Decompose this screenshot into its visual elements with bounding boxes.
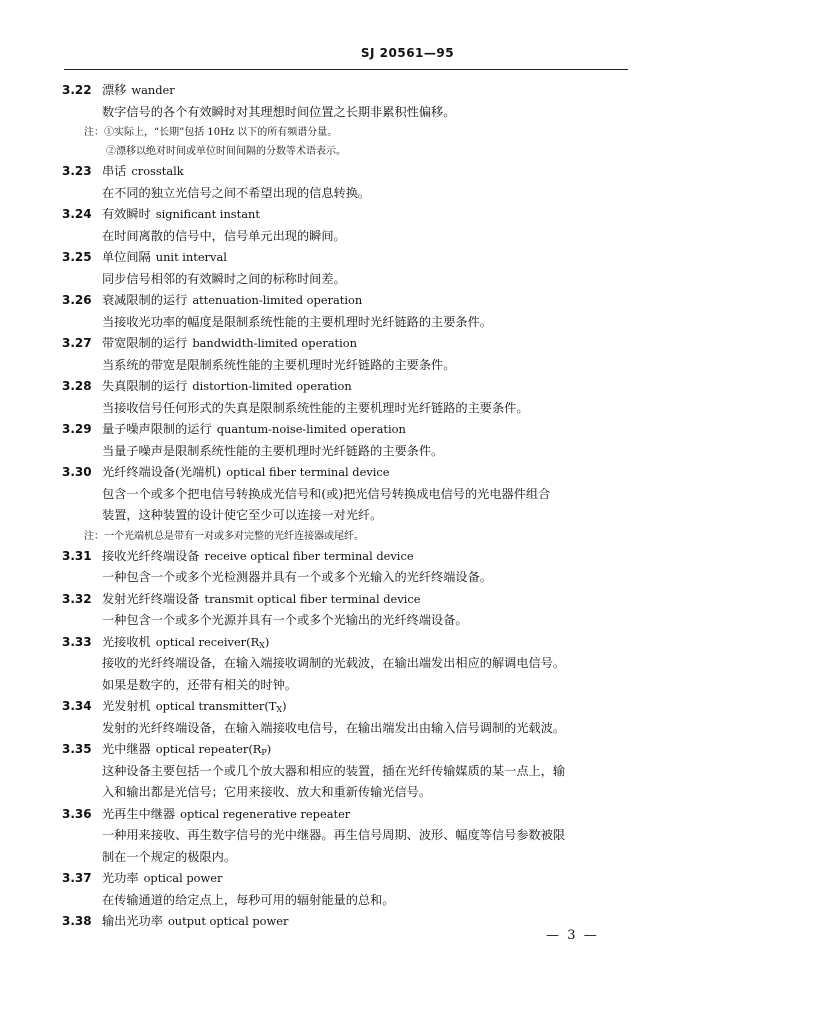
term-number: 3.28 [62, 379, 92, 393]
term-chinese: 光中继器 [102, 742, 151, 756]
term-heading [62, 462, 632, 484]
term-heading [62, 696, 632, 718]
term-definition: 同步信号相邻的有效瞬时之间的标称时间差。 [102, 271, 346, 286]
term-english-text: bandwidth-limited operation [192, 336, 357, 350]
term-number: 3.25 [62, 250, 92, 264]
term-number: 3.30 [62, 465, 92, 479]
term-entry [62, 632, 632, 697]
term-definition: 这种设备主要包括一个或几个放大器和相应的装置，插在光纤传输媒质的某一点上，输 [102, 763, 566, 778]
term-english-text: crosstalk [131, 164, 184, 178]
term-number: 3.32 [62, 591, 92, 606]
term-chinese: 接收光纤终端设备 [102, 548, 200, 563]
term-entry [62, 462, 632, 546]
term-heading [62, 290, 632, 312]
term-english-text: optical regenerative repeater [180, 806, 351, 821]
term-heading [62, 247, 632, 269]
term-number: 3.23 [62, 164, 92, 178]
term-heading [62, 589, 632, 611]
term-chinese: 发射光纤终端设备 [102, 591, 200, 606]
term-heading [62, 546, 632, 568]
standard-number: SJ 20561—95 [360, 46, 455, 60]
term-chinese: 单位间隔 [102, 250, 151, 264]
term-chinese: 光纤终端设备(光端机) [102, 465, 222, 479]
term-number: 3.27 [62, 336, 92, 350]
term-entry [62, 290, 632, 333]
term-english [156, 207, 260, 221]
term-chinese: 串话 [102, 164, 127, 178]
term-english-tail: ) [266, 742, 272, 756]
term-english-text: optical receiver(R [155, 634, 260, 649]
term-number: 3.29 [62, 422, 92, 436]
term-entry [62, 696, 632, 739]
term-heading [62, 419, 632, 441]
term-chinese: 失真限制的运行 [102, 379, 188, 393]
term-english-text: receive optical fiber terminal device [204, 548, 414, 563]
term-english-text: attenuation-limited operation [192, 293, 363, 307]
term-definition: 装置，这种装置的设计使它至少可以连接一对光纤。 [102, 508, 383, 522]
term-english [180, 807, 350, 821]
term-definition: 当系统的带宽是限制系统性能的主要机理时光纤链路的主要条件。 [102, 357, 456, 372]
term-english [131, 164, 183, 178]
term-entry [62, 333, 632, 376]
term-number: 3.31 [62, 548, 92, 563]
term-english-text: optical fiber terminal device [226, 465, 390, 479]
term-english-text: optical transmitter(T [155, 699, 277, 713]
term-definition: 制在一个规定的极限内。 [102, 849, 237, 864]
term-definition: 发射的光纤终端设备，在输入端接收电信号，在输出端发出由输入信号调制的光载波。 [102, 720, 566, 735]
term-english [156, 699, 287, 713]
term-number: 3.35 [62, 742, 92, 756]
term-subscript: X [276, 705, 283, 714]
term-english [192, 379, 351, 393]
term-english [156, 742, 271, 756]
term-subscript: X [259, 640, 265, 650]
term-heading [62, 739, 632, 761]
term-english-text: quantum-noise-limited operation [216, 422, 406, 436]
term-number: 3.24 [62, 207, 92, 221]
term-definition: 一种用来接收、再生数字信号的光中继器。再生信号周期、波形、幅度等信号参数被限 [102, 828, 566, 842]
term-entry [62, 80, 632, 161]
term-english-text: optical repeater(R [155, 742, 262, 756]
term-note: 注：一个光端机总是带有一对或多对完整的光纤连接器或尾纤。 [84, 530, 364, 542]
document-header [0, 46, 815, 60]
term-number: 3.26 [62, 293, 92, 307]
term-definition: 如果是数字的，还带有相关的时钟。 [102, 677, 297, 692]
term-entry [62, 546, 632, 589]
term-number: 3.22 [62, 83, 92, 97]
term-english [168, 914, 289, 928]
term-english [192, 293, 362, 307]
page-number: — 3 — [546, 928, 597, 943]
term-english [226, 465, 389, 479]
term-definition: 在时间离散的信号中，信号单元出现的瞬间。 [102, 228, 346, 243]
term-definition: 接收的光纤终端设备，在输入端接收调制的光载波，在输出端发出相应的解调电信号。 [102, 656, 566, 670]
term-english [131, 83, 174, 97]
term-english [205, 549, 414, 563]
term-heading [62, 204, 632, 226]
term-entry [62, 161, 632, 204]
term-definition: 数字信号的各个有效瞬时对其理想时间位置之长期非累积性偏移。 [102, 104, 456, 119]
term-heading [62, 632, 632, 654]
term-english-text: distortion-limited operation [192, 379, 352, 393]
term-chinese: 光功率 [102, 871, 139, 885]
term-heading [62, 161, 632, 183]
term-definition: 在不同的独立光信号之间不希望出现的信息转换。 [102, 185, 371, 200]
term-heading [62, 804, 632, 826]
term-chinese: 漂移 [102, 83, 127, 97]
term-english-text: unit interval [155, 250, 227, 264]
term-english-text: optical power [143, 871, 223, 885]
term-number: 3.37 [62, 871, 92, 885]
term-entry [62, 376, 632, 419]
term-number: 3.33 [62, 634, 92, 649]
term-english [205, 592, 421, 606]
term-english [217, 422, 406, 436]
term-heading [62, 333, 632, 355]
term-english-tail: ) [282, 699, 287, 713]
terms-list [62, 80, 632, 933]
term-definition: 一种包含一个或多个光检测器并具有一个或多个光输入的光纤终端设备。 [102, 570, 492, 584]
term-note: ②漂移以绝对时间或单位时间间隔的分数等术语表示。 [106, 146, 346, 157]
term-english-text: significant instant [155, 207, 260, 221]
term-heading [62, 868, 632, 890]
term-english-text: transmit optical fiber terminal device [204, 591, 421, 606]
term-chinese: 光发射机 [102, 699, 151, 713]
term-definition: 入和输出都是光信号；它用来接收、放大和重新传输光信号。 [102, 785, 432, 799]
term-chinese: 衰减限制的运行 [102, 293, 188, 307]
term-number: 3.34 [62, 699, 92, 713]
term-entry [62, 589, 632, 632]
term-english [192, 336, 357, 350]
term-entry [62, 804, 632, 869]
term-english [156, 250, 227, 264]
term-entry [62, 868, 632, 911]
term-entry [62, 739, 632, 804]
term-english-text: output optical power [167, 914, 289, 928]
term-english [144, 871, 223, 885]
term-english-tail: ) [264, 634, 270, 649]
term-chinese: 输出光功率 [102, 914, 163, 928]
term-definition: 包含一个或多个把电信号转换成光信号和(或)把光信号转换成电信号的光电器件组合 [102, 486, 551, 501]
term-entry [62, 204, 632, 247]
term-chinese: 有效瞬时 [102, 207, 151, 221]
term-subscript: P [261, 748, 267, 757]
term-english [156, 635, 270, 649]
term-definition: 当接收信号任何形式的失真是限制系统性能的主要机理时光纤链路的主要条件。 [102, 400, 529, 415]
term-heading [62, 376, 632, 398]
term-heading [62, 80, 632, 102]
term-definition: 一种包含一个或多个光源并具有一个或多个光输出的光纤终端设备。 [102, 613, 468, 627]
term-chinese: 光接收机 [102, 634, 151, 649]
term-definition: 当量子噪声是限制系统性能的主要机理时光纤链路的主要条件。 [102, 443, 444, 458]
term-entry [62, 247, 632, 290]
term-chinese: 光再生中继器 [102, 806, 176, 821]
term-number: 3.38 [62, 914, 92, 928]
term-chinese: 量子噪声限制的运行 [102, 422, 212, 436]
term-definition: 在传输通道的给定点上，每秒可用的辐射能量的总和。 [102, 892, 395, 907]
term-entry [62, 419, 632, 462]
header-rule [64, 69, 628, 70]
term-definition: 当接收光功率的幅度是限制系统性能的主要机理时光纤链路的主要条件。 [102, 314, 492, 329]
term-chinese: 带宽限制的运行 [102, 336, 188, 350]
term-number: 3.36 [62, 806, 92, 821]
term-english-text: wander [131, 83, 175, 97]
term-note: 注：①实际上，“长期”包括 10Hz 以下的所有频谱分量。 [84, 127, 338, 138]
